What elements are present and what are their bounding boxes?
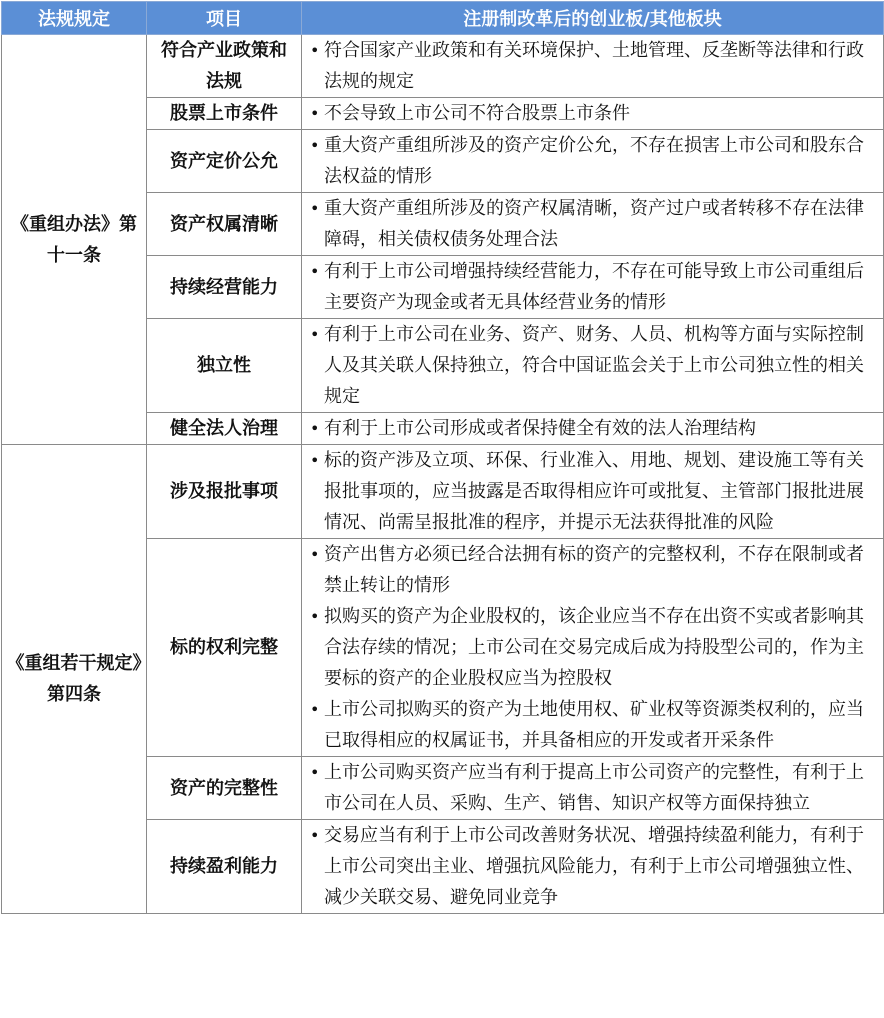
requirement-bullet — [310, 694, 875, 756]
table-body — [2, 35, 884, 914]
requirement-cell — [302, 193, 884, 256]
bullet-icon: • — [310, 325, 320, 344]
requirement-bullet — [310, 256, 875, 318]
requirement-bullet — [310, 601, 875, 694]
requirement-cell — [302, 445, 884, 539]
requirement-cell — [302, 820, 884, 914]
bullet-icon: • — [310, 199, 320, 218]
bullet-icon: • — [310, 451, 320, 470]
bullet-icon: • — [310, 104, 320, 123]
requirement-cell — [302, 539, 884, 757]
requirement-cell — [302, 413, 884, 445]
requirement-text: 交易应当有利于上市公司改善财务状况、增强持续盈利能力，有利于上市公司突出主业、增强抗风险能力，有利于上市公司增强独立性、减少关联交易、避免同业竞争 — [324, 825, 864, 908]
item-label: 标的权利完整 — [147, 539, 302, 757]
item-label: 符合产业政策和法规 — [147, 35, 302, 98]
bullet-icon: • — [310, 700, 320, 719]
bullet-icon: • — [310, 545, 320, 564]
item-label: 股票上市条件 — [147, 98, 302, 130]
requirement-text: 重大资产重组所涉及的资产定价公允，不存在损害上市公司和股东合法权益的情形 — [324, 135, 864, 187]
requirement-cell — [302, 35, 884, 98]
item-label: 独立性 — [147, 319, 302, 413]
regulation-table — [1, 1, 884, 914]
requirement-bullet — [310, 820, 875, 913]
requirement-text: 有利于上市公司在业务、资产、财务、人员、机构等方面与实际控制人及其关联人保持独立，符合中国证监会关于上市公司独立性的相关规定 — [324, 324, 864, 407]
requirement-bullet — [310, 539, 875, 601]
law-reference: 《重组若干规定》第四条 — [2, 445, 147, 914]
requirement-cell — [302, 130, 884, 193]
requirement-bullet — [310, 319, 875, 412]
bullet-icon: • — [310, 136, 320, 155]
header-content: 注册制改革后的创业板/其他板块 — [302, 2, 884, 35]
bullet-icon: • — [310, 763, 320, 782]
requirement-text: 有利于上市公司增强持续经营能力，不存在可能导致上市公司重组后主要资产为现金或者无具体经营业务的情形 — [324, 261, 864, 313]
requirement-cell — [302, 757, 884, 820]
requirement-text: 重大资产重组所涉及的资产权属清晰，资产过户或者转移不存在法律障碍，相关债权债务处理合法 — [324, 198, 864, 250]
item-label: 涉及报批事项 — [147, 445, 302, 539]
requirement-text: 上市公司拟购买的资产为土地使用权、矿业权等资源类权利的，应当已取得相应的权属证书，并具备相应的开发或者开采条件 — [324, 699, 864, 751]
requirement-text: 不会导致上市公司不符合股票上市条件 — [324, 103, 630, 124]
requirement-bullet — [310, 413, 875, 444]
requirement-bullet — [310, 445, 875, 538]
requirement-bullet — [310, 98, 875, 129]
requirement-bullet — [310, 757, 875, 819]
requirement-cell — [302, 98, 884, 130]
requirement-text: 符合国家产业政策和有关环境保护、土地管理、反垄断等法律和行政法规的规定 — [324, 40, 864, 92]
item-label: 健全法人治理 — [147, 413, 302, 445]
requirement-cell — [302, 319, 884, 413]
requirement-bullet — [310, 193, 875, 255]
requirement-bullet — [310, 130, 875, 192]
requirement-cell — [302, 256, 884, 319]
header-law: 法规规定 — [2, 2, 147, 35]
bullet-icon: • — [310, 262, 320, 281]
item-label: 资产权属清晰 — [147, 193, 302, 256]
table-header-row — [2, 2, 884, 35]
requirement-text: 资产出售方必须已经合法拥有标的资产的完整权利，不存在限制或者禁止转让的情形 — [324, 544, 864, 596]
bullet-icon: • — [310, 826, 320, 845]
requirement-text: 有利于上市公司形成或者保持健全有效的法人治理结构 — [324, 418, 756, 439]
requirement-bullet — [310, 35, 875, 97]
requirement-text: 上市公司购买资产应当有利于提高上市公司资产的完整性，有利于上市公司在人员、采购、生产、销售、知识产权等方面保持独立 — [324, 762, 864, 814]
item-label: 资产定价公允 — [147, 130, 302, 193]
bullet-icon: • — [310, 607, 320, 626]
bullet-icon: • — [310, 419, 320, 438]
requirement-text: 标的资产涉及立项、环保、行业准入、用地、规划、建设施工等有关报批事项的，应当披露是否取得相应许可或批复、主管部门报批进展情况、尚需呈报批准的程序，并提示无法获得批准的风险 — [324, 450, 864, 533]
law-reference: 《重组办法》第十一条 — [2, 35, 147, 445]
item-label: 持续盈利能力 — [147, 820, 302, 914]
header-item: 项目 — [147, 2, 302, 35]
requirement-text: 拟购买的资产为企业股权的，该企业应当不存在出资不实或者影响其合法存续的情况；上市公司在交易完成后成为持股型公司的，作为主要标的资产的企业股权应当为控股权 — [324, 606, 864, 689]
table-row — [2, 445, 884, 539]
item-label: 资产的完整性 — [147, 757, 302, 820]
bullet-icon: • — [310, 41, 320, 60]
table-row — [2, 35, 884, 98]
item-label: 持续经营能力 — [147, 256, 302, 319]
